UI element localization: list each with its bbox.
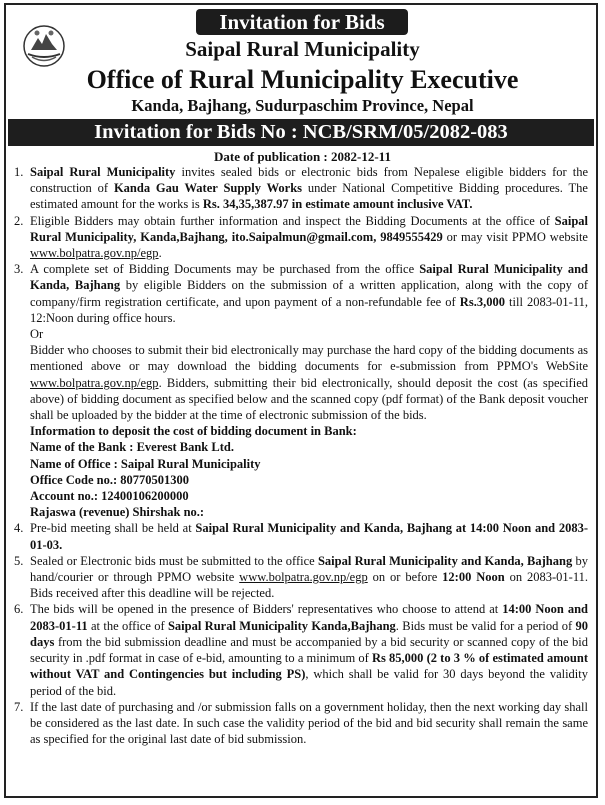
organization-name: Saipal Rural Municipality: [185, 37, 420, 61]
deadline-time: 12:00 Noon: [442, 570, 505, 585]
bid-number-bar: Invitation for Bids No : NCB/SRM/05/2082-083: [8, 119, 594, 146]
list-item-3: [14, 261, 588, 520]
text: on or before: [367, 570, 443, 585]
account-number: Account no.: 12400106200000: [30, 489, 189, 504]
opening-time: 14:00 Noon and 2083-01-11: [30, 602, 588, 633]
office-location: Saipal Rural Municipality and Kanda, Bajhang: [30, 262, 588, 293]
list-item-4: [14, 520, 588, 552]
text: . Bids must be valid for a period of: [395, 618, 576, 633]
revenue-heading: Rajaswa (revenue) Shirshak no.:: [30, 505, 205, 520]
banner-title: Invitation for Bids: [196, 9, 408, 35]
list-item-2: [14, 213, 588, 262]
office-code: Office Code no.: 80770501300: [30, 472, 190, 487]
publication-date: Date of publication : 2082-12-11: [214, 149, 391, 164]
item-number: 5.: [14, 553, 24, 568]
project-name: Kanda Gau Water Supply Works: [113, 181, 303, 196]
text: A complete set of Bidding Documents may be purchased from the office: [30, 262, 420, 277]
list-item-7: [14, 699, 588, 748]
text: from the bid submission deadline and must be accompanied by a bid security or scanned copy of the bid security in .pdf format in case of e-bid, amounting to a minimum of: [30, 634, 588, 666]
item-number: 6.: [14, 602, 24, 617]
text: Pre-bid meeting shall be held at: [30, 521, 196, 536]
office-location: Saipal Rural Municipality Kanda,Bajhang: [167, 618, 396, 633]
ppmo-website-link[interactable]: www.bolpatra.gov.np/egp: [239, 570, 368, 585]
text: or may visit PPMO website: [442, 229, 588, 244]
text: invites sealed bids or electronic bids from Nepalese eligible bidders for the construction of: [30, 165, 589, 196]
text: Bidder who chooses to submit their bid electronically may purchase the hard copy of the bidding documents as mentioned above or may download the bidding documents for e-submission from PPMO's WebSite: [30, 343, 588, 374]
ppmo-website-link[interactable]: www.bolpatra.gov.np/egp: [30, 375, 159, 390]
list-item-1: [14, 164, 588, 213]
item-number: 1.: [14, 165, 24, 179]
office-location: Saipal Rural Municipality and Kanda, Bajhang: [317, 553, 573, 568]
estimated-amount: Rs. 34,35,387.97 in estimate amount inclusive VAT.: [202, 197, 473, 212]
text: on 2083-01-11. Bids received after this deadline will be rejected.: [30, 570, 588, 601]
text: by hand/courier or through PPMO website: [30, 553, 588, 585]
municipality-name: Saipal Rural Municipality: [30, 165, 176, 179]
pre-bid-meeting: Saipal Rural Municipality and Kanda, Bajhang at 14:00 Noon and 2083-01-03.: [30, 521, 588, 552]
text: by eligible Bidders on the submission of a written application, along with the copy of company/firm registration certificate, and upon payment of a non-refundable fee of: [30, 278, 588, 309]
ppmo-website-link[interactable]: www.bolpatra.gov.np/egp: [30, 246, 159, 261]
text: under National Competitive Bidding procedures. The estimated amount for the works is: [30, 181, 588, 212]
office-name-field: Name of Office : Saipal Rural Municipality: [30, 456, 261, 471]
item-number: 7.: [14, 699, 24, 714]
bank-info-title: Information to deposit the cost of bidding document in Bank:: [30, 424, 357, 439]
or-separator: Or: [30, 327, 44, 342]
item-number: 4.: [14, 521, 24, 536]
bid-security-amount: Rs 85,000 (2 to 3 % of estimated amount without VAT and Contingencies but including PS): [30, 651, 588, 682]
text: . Bidders, submitting their bid electronically, should deposit the cost (as specified above) of bidding document as specified below and the scanned copy (pdf format) of the Bank deposit voucher shall be uploaded by the bidder at the time of electronic submission of the bids.: [30, 375, 588, 423]
list-item-5: [14, 553, 588, 602]
text: at the office of: [87, 618, 168, 633]
item-number: 2.: [14, 213, 24, 228]
text: till 2083-01-11, 12:Noon during office hours.: [30, 294, 588, 325]
text: Eligible Bidders may obtain further information and inspect the Bidding Documents at the office of: [30, 213, 555, 228]
bank-name: Name of the Bank : Everest Bank Ltd.: [30, 440, 234, 455]
text: , which shall be valid for 30 days beyond the validity period of the bid.: [30, 667, 589, 698]
holiday-clause: If the last date of purchasing and /or submission falls on a government holiday, then the next working day shall be considered as the last date. In such case the validity period of the bid and bid security shall remain the same as specified for the original last date of bid submission.: [30, 699, 588, 747]
validity-period: 90 days: [30, 618, 588, 649]
text: The bids will be opened in the presence of Bidders' representatives who choose to attend at: [30, 602, 503, 617]
text: .: [158, 246, 162, 261]
notice-body: [14, 164, 588, 747]
list-item-6: [14, 601, 588, 698]
document-fee: Rs.3,000: [459, 294, 505, 309]
address: Kanda, Bajhang, Sudurpaschim Province, Nepal: [131, 96, 474, 115]
contact-info: Saipal Rural Municipality, Kanda,Bajhang, ito.Saipalmun@gmail.com, 9849555429: [30, 213, 588, 244]
office-name: Office of Rural Municipality Executive: [86, 65, 519, 94]
item-number: 3.: [14, 262, 24, 277]
text: Sealed or Electronic bids must be submitted to the office: [30, 553, 318, 568]
